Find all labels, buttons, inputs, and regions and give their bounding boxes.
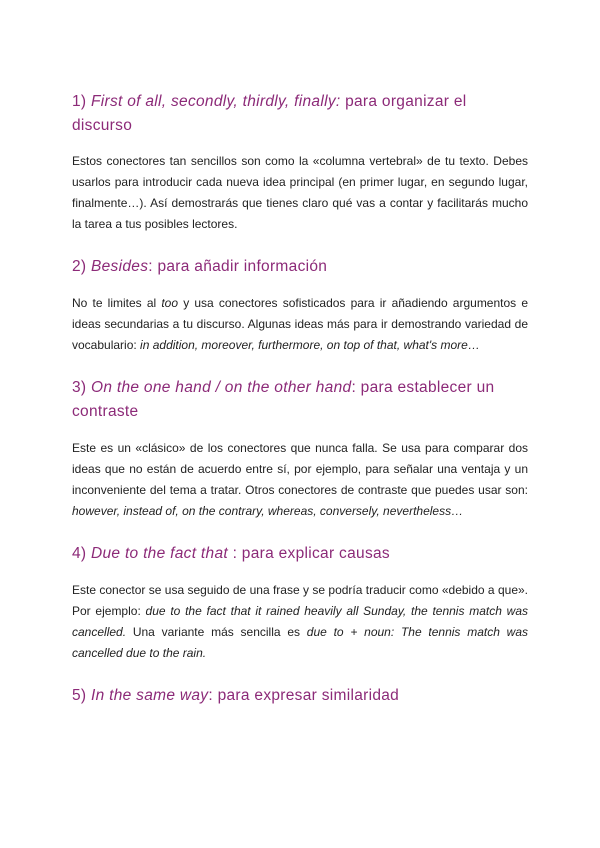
section-heading-purpose: : para añadir información [148, 258, 328, 275]
section-heading-purpose: : para explicar causas [227, 545, 390, 562]
section-heading-connectors: First of all, secondly, thirdly, finally: [91, 93, 341, 110]
document-content [72, 90, 528, 708]
paragraph-italic: due to the fact that it rained heavily all Sunday, the tennis match was cancelled. [72, 604, 528, 639]
section-heading-connectors: Besides [91, 258, 149, 275]
section-number: 2) [72, 258, 87, 275]
section-3-paragraph [72, 438, 528, 522]
paragraph-text: No te limites al [72, 296, 162, 310]
paragraph-italic: too [161, 296, 179, 310]
section-number: 4) [72, 545, 87, 562]
paragraph-italic: in addition, moreover, furthermore, on top of that, what's more… [140, 338, 480, 352]
section-1-paragraph [72, 151, 528, 235]
paragraph-text: Este es un «clásico» de los conectores que nunca falla. Se usa para comparar dos ideas que no están de acuerdo entre sí, por ejemplo, para señalar una ventaja y un inconveniente del tema a tratar. Otros conectores de contraste que puedes usar son: [72, 441, 528, 497]
section-number: 5) [72, 687, 87, 704]
section-3-heading [72, 376, 528, 424]
section-heading-purpose: : para establecer un contraste [72, 379, 495, 420]
section-heading-connectors: On the one hand / on the other hand [91, 379, 352, 396]
paragraph-italic: due to + noun: The tennis match was cancelled due to the rain. [72, 625, 528, 660]
section-heading-purpose: : para expresar similaridad [208, 687, 400, 704]
section-number: 3) [72, 379, 87, 396]
section-number: 1) [72, 93, 87, 110]
section-4-paragraph [72, 580, 528, 664]
section-heading-purpose: para organizar el discurso [72, 93, 467, 134]
paragraph-italic: however, instead of, on the contrary, whereas, conversely, nevertheless… [72, 504, 464, 518]
section-5-heading [72, 684, 528, 708]
paragraph-text: Este conector se usa seguido de una frase y se podría traducir como «debido a que». Por ejemplo: [72, 583, 528, 618]
paragraph-text: y usa conectores sofisticados para ir añadiendo argumentos e ideas secundarias a tu discurso. Algunas ideas más para ir demostrando variedad de vocabulario: [72, 296, 529, 352]
paragraph-text: Una variante más sencilla es [126, 625, 307, 639]
section-4-heading [72, 542, 528, 566]
paragraph-text: Estos conectores tan sencillos son como la «columna vertebral» de tu texto. Debes usarlos para introducir cada nueva idea principal (en primer lugar, en segundo lugar, finalmente…). Así demostrarás que tienes claro qué vas a contar y facilitarás mucho la tarea a tus posibles lectores. [72, 154, 528, 231]
section-heading-connectors: Due to the fact that [91, 545, 228, 562]
section-1-heading [72, 90, 528, 138]
section-2-heading [72, 255, 528, 279]
section-heading-connectors: In the same way [91, 687, 209, 704]
section-2-paragraph [72, 293, 528, 356]
